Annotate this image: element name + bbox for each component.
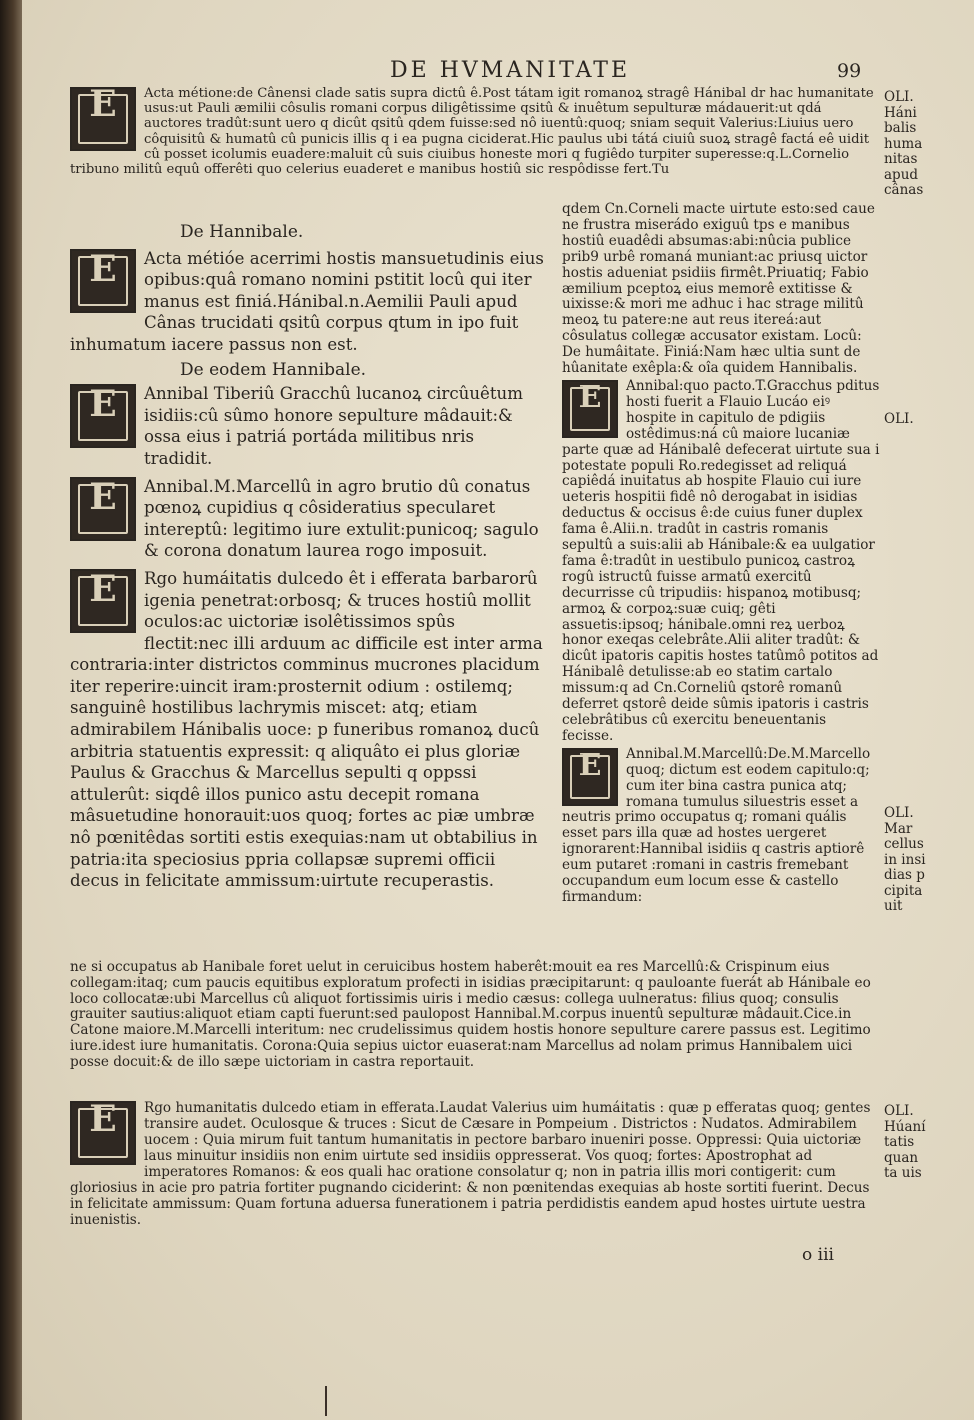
decorated-initial: E: [70, 87, 136, 151]
decorated-initial: E: [70, 249, 136, 313]
right-column: [562, 202, 880, 906]
last-paragraph: E Rgo humanitatis dulcedo etiam in efferata.Laudat Valerius uim humáitatis : quæ p efferatas quoq; gentes transire audet. Oculosque & truces : Sicut de Cæsare in Pompeium . Districtos : Nudatos. Admirabilem uocem : Quia mirum fuit tantum humanitatis in pectore barbaro inueniri posse. Oppressi: Quia uictoriæ laus minuitur insidiis non enim uirtute sed insidiis oppresserat. Vos quoq; fortes: Apostrophat ad imperatores Romanos: & eos quali hac oratione consolatur q; non in patria illis mori contigerit: cum gloriosius in acie pro patria fortiter pugnando ciciderint: & non pœnitendas exequias ab hoste sortiti fuerint. Decus in felicitate ammissum: Quam fortuna aduersa funerationem i patria perdidistis eandem apud hostes uirtute uestra inuenistis.: [70, 1098, 871, 1228]
book-binding: [0, 0, 22, 1420]
book-page: [22, 0, 974, 1420]
right-paragraph-2: E Annibal:quo pacto.T.Gracchus pditus hosti fuerit a Flauio Lucáo eiꝰ hospite in capitulo de pdigiis ostêdimus:ná cû maiore lucaniæ parte quæ ad Hánibalê defecerat uirtute sua i potestate populi Ro.redegisset ad reliquá capiêdá inuitatus ab hospite Flauio cui iure ueteris hospitii fidê nô derogabat in isidias deductus & occisus ê:de cuius funer duplex fama ê.Alii.n. tradût in castris romanis sepultû a suis:alii ab Hánibale:& ea uulgatior fama ê:tradût in uestibulo punicoꝝ castroꝝ rogû istructû fuisse armatû exercitû decurrisse cû tripudiis: hispanoꝝ motibusq; armoꝝ & corpoꝝ:suæ cuiq; gêti assuetis:ipsoq; hánibale.omni reꝝ uerboꝝ honor exeqas celebrâte.Alii aliter tradût: & dicût ipatoris capitis hostes tatûmô potitos ad Hánibalê detulisse:ab eo statim cartalo missum:q ad Cn.Corneliû qstorê romanû deferret qstorê deide sûmis ipatoris i castris celebrâtibus cû exercitu beneuentanis fecisse.: [562, 377, 880, 744]
commentary-paragraph: ne si occupatus ab Hanibale foret uelut in ceruicibus hostem haberêt:mouit ea res Marcellû:& Crispinum eius collegam:itaq; cum paucis equitibus exploratum profecti in isidias præcipitarunt: q pauloante fuerát ab Hánibale eo loco collocatæ:ubi Marcellus cû aliquot fortissimis uiris i medio cæsus: collega uulneratus: filius quoq; consulis grauiter sautius:aliquot etiam capti fuerunt:sed paulopost Hannibal.M.corpus inuentû sepulturæ mâdauit.Cice.in Catone maiore.M.Marcelli interitum: nec crudelissimus quidem hostis honore sepulture carere passus est. Legitimo iure.idest iure humanitatis. Corona:Quia sepius uictor euaserat:nam Marcellus ad nolam primus Hannibalem uici posse docuit:& de illo sæpe uictoriam in castra reportauit.: [70, 959, 871, 1070]
decorated-initial: E: [562, 380, 618, 438]
margin-note-2: OLI.: [884, 411, 914, 427]
folio-number: 99: [837, 60, 862, 82]
margin-note-1: OLI. Háni balis huma nitas apud cânas: [884, 89, 924, 198]
heading-de-hannibale: De Hannibale.: [180, 222, 304, 242]
decorated-initial: E: [70, 477, 136, 541]
top-paragraph: [70, 83, 878, 178]
left-column: [70, 222, 544, 892]
left-paragraph-3: E Annibal.M.Marcellû in agro brutio dû conatus pœnoꝝ cupidius q côsideratius specularet intereptû: legitimo iure extulit:punicoq; sagulo & corona donatum laurea rogo imposuit.: [70, 476, 544, 562]
decorated-initial: E: [562, 748, 618, 806]
ink-stroke: [325, 1386, 327, 1416]
heading-de-eodem-hannibale: De eodem Hannibale.: [180, 359, 367, 380]
running-header: DE HVMANITATE: [390, 58, 631, 83]
decorated-initial: E: [70, 1101, 136, 1165]
margin-note-3: OLI. Mar cellus in insi dias p cipita uit: [884, 805, 926, 914]
left-paragraph-2: E Annibal Tiberiû Gracchû lucanoꝝ circûuêtum isidiis:cû sûmo honore sepulture mâdauit:& ossa eius i patriá portáda militibus nris tradidit.: [70, 383, 544, 469]
decorated-initial: E: [70, 569, 136, 633]
right-paragraph-3: E Annibal.M.Marcellû:De.M.Marcello quoq; dictum est eodem capitulo:q; cum iter bina castra punica atq; romana tumulus siluestris esset a neutris primo occupatus q; romani quális esset pars illa quæ ad hostes uergeret ignorarent:Hannibal isidiis q castris aptiorê eum putaret :romani in castris fremebant occupandum eum locum esse & castello firmandum:: [562, 745, 871, 905]
right-paragraph-1: qdem Cn.Corneli macte uirtute esto:sed caue ne frustra miserádo exiguû tps e manibus hostiû euadêdi absumas:abi:nûcia publice prib9 urbê romaná muniant:ac priusq uictor hostis adueniat psidiis firmêt.Priuatiq; Fabio æmilium pceptoꝝ eius memorê extitisse & uixisse:& mori me adhuc i hac strage militû meoꝝ tu patere:ne aut reus itereá:aut côsulatus collegæ accusator existam. Locû: De humâitate. Finiá:Nam hæc ultia sunt de hûanitate exêpla:& oîa quidem Hannibalis.: [562, 201, 875, 377]
left-paragraph-4: E Rgo humáitatis dulcedo êt i efferata barbarorû igenia penetrat:orbosq; & truces hostiû mollit oculos:ac uictoriæ isolêtissimos spûs flectit:nec illi arduum ac difficile est inter arma contraria:inter districtos comminus mucrones placidum iter reperire:uincit iram:prosternit odium : ostilemq; sanguinê hostilibus lachrymis miscet: atq; etiam admirabilem Hánibalis uoce: p funeribus romanoꝝ ducû arbitria statuentis expressit: q aliquâto ei plus gloriæ Paulus & Gracchus & Marcellus sepulti q oppssi attulerût: siqdê illos punico astu decepit romana mâsuetudine honorauit:uos quoq; fortes ac piæ umbræ nô pœnitêdas sortiti estis exequias:nam ut obtabilius in patria:ita speciosius ppria collapsæ supremi officii decus in felicitate ammissum:uirtute recuperastis.: [70, 567, 543, 891]
margin-note-4: OLI. Húaní tatis quan ta uis: [884, 1103, 926, 1181]
left-paragraph-1: E Acta métióe acerrimi hostis mansuetudinis eius opibus:quâ romano nomini pstitit locû qui iter manus est finiá.Hánibal.n.Aemilii Pauli apud Cânas trucidati qsitû corpus qtum in ipo fuit inhumatum iacere passus non est.: [70, 247, 544, 354]
decorated-initial: E: [70, 384, 136, 448]
paragraph-text: Acta métione:de Cânensi clade satis supra dictû ê.Post tátam igit romanoꝝ stragê Hánibal dr hac humanitate usus:ut Pauli æmilii côsulis romani corpus diligêtissime qsitû & inuêtum sepulturæ mádauerit:ut qdá auctores tradût:sunt uero q dicût qsitû qdem fuisse:sed nô iuentû:quoq; sniam sequit Valerius:Liuius uero côquisitû & humatû cû punicis illis q i ea pugna ciciderat.Hic paulus ubi tátá ciuiû suoꝝ stragê factá eê uidit cû posset icolumis euadere:maluit cû suis ciuibus honeste mori q fugiêdo turpiter superesse:q.L.Cornelio tribuno militû equû offerêti quo celerius euaderet e manibus hostiû sic respôdisse fert.Tu: [70, 86, 874, 178]
signature-mark: o iii: [802, 1245, 834, 1265]
